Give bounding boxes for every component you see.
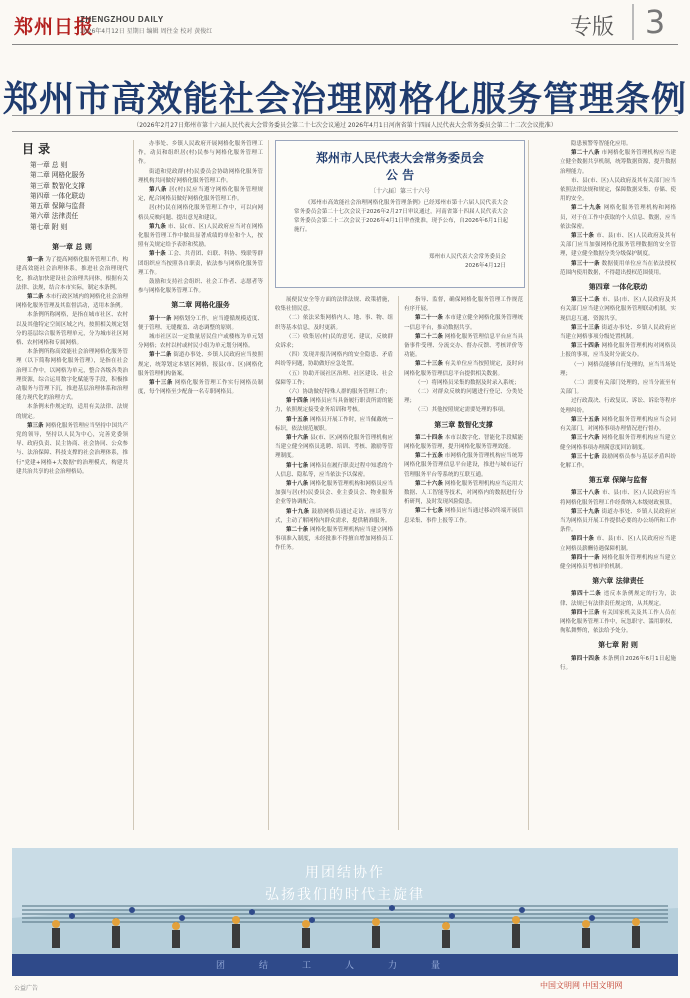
article-text: 网格化服务管理机构应当会同有关部门，对网格事项办理情况进行督办。	[560, 416, 676, 433]
article-paragraph	[404, 333, 523, 361]
article-number: 第四十二条	[571, 591, 602, 598]
article-paragraph	[16, 293, 128, 311]
article-text: 市网格化服务管理机构应当建立健全数据共享机制，统筹数据资源，提升数据治理能力。	[560, 150, 676, 175]
article-paragraph	[560, 554, 676, 572]
page-headline: 郑州市高效能社会治理网格化服务管理条例	[2, 80, 687, 120]
article-number: 第十七条	[286, 462, 309, 469]
article-text: 网格划分工作，应当遵循规模适度、便于管理、无缝覆盖、动态调整的原则。	[138, 315, 263, 331]
toc-item: 第五章 保障与监督	[30, 202, 85, 211]
footer-label: 公益广告	[14, 985, 39, 992]
article-text: 隐患预警等智能化应用。	[571, 141, 632, 147]
article-paragraph	[560, 416, 676, 434]
article-text: 居(村)民应当遵守网格化服务管理规定，配合网格员做好网格化服务管理工作。	[138, 187, 263, 203]
article-text: 本市行政区域内的网格化社会治理网格化服务管理及其监督活动，适用本条例。	[16, 294, 128, 310]
article-paragraph	[16, 403, 128, 421]
headline-subline: （2026年2月27日郑州市第十六届人民代表大会常务委员会第二十七次会议通过 2026年4月1日河南省第十四届人民代表大会常务委员会第二十二次会议批准）	[133, 122, 557, 129]
article-paragraph	[560, 434, 676, 452]
article-paragraph	[404, 388, 523, 406]
masthead	[0, 0, 690, 58]
article-text: 有关国家机关及其工作人员在网格化服务管理工作中，玩忽职守、滥用职权、徇私舞弊的，依法给予处分。	[560, 609, 676, 635]
article-number: 第十八条	[286, 481, 309, 488]
chapter-heading: 第六章 法律责任	[592, 577, 644, 586]
article-text: 网格员应当通过移动终端开展信息采集、事件上报等工作。	[404, 508, 523, 524]
article-paragraph	[275, 526, 393, 554]
article-paragraph	[560, 204, 676, 232]
article-column-6	[560, 140, 676, 673]
article-number: 第三十七条	[571, 453, 600, 460]
article-text: 有关单位应当按照规定，及时向网格化服务管理信息平台提供相关数据。	[404, 361, 523, 377]
article-text: 县(市、区)网格化服务管理机构应当建立健全网格员选聘、培训、考核、激励等管理制度。	[275, 435, 393, 460]
article-paragraph	[138, 223, 263, 251]
article-paragraph	[138, 186, 263, 204]
article-text: 为了提高网格化服务管理工作，构建高效能社会治理体系，推进社会治理现代化，推动加快建设社会治理共同体，根据有关法律、法规，结合本市实际，制定本条例。	[16, 257, 128, 291]
article-number: 第二十四条	[415, 434, 443, 441]
article-text: 本市建立健全网格化服务管理统一信息平台，推动数据共享。	[404, 315, 523, 331]
article-paragraph	[404, 360, 523, 378]
issue-meta: 2026年4月12日 星期日 编辑 周往金 校对 黄俊红	[80, 28, 213, 35]
article-paragraph	[275, 388, 393, 397]
article-text: 网格员在履行职责过程中知悉的个人信息、隐私等，应当依法予以保密。	[275, 462, 393, 478]
article-text: 本条例未作规定的，适用有关法律、法规的规定。	[16, 404, 128, 420]
article-paragraph	[560, 590, 676, 608]
toc-item: 第二章 网格化服务	[30, 171, 85, 180]
article-column-1	[16, 238, 128, 477]
chapter-heading: 第二章 网格化服务	[171, 301, 230, 310]
article-paragraph	[404, 379, 523, 388]
column-divider	[268, 140, 269, 830]
article-column-3	[275, 296, 393, 554]
article-text: 工会、共青团、妇联、科协、残联等群团组织应当按照各自职责，依法参与网格化服务管理工作。	[138, 251, 263, 276]
toc-item: 第六章 法律责任	[30, 212, 79, 221]
article-number: 第二十六条	[415, 480, 443, 487]
chapter-heading: 第五章 保障与监督	[588, 476, 648, 485]
article-number: 第二条	[27, 294, 44, 301]
announcement-signature	[294, 253, 506, 271]
article-paragraph	[275, 416, 393, 434]
article-paragraph	[560, 140, 676, 149]
article-column-2	[138, 140, 263, 397]
article-number: 第二十五条	[415, 453, 443, 460]
article-paragraph	[560, 489, 676, 507]
article-text: （二）需要有关部门处理的，应当分流至有关部门。	[560, 380, 676, 396]
article-text: （一）将网格员采集的数据及时录入系统；	[415, 379, 520, 386]
article-paragraph	[404, 434, 523, 452]
article-paragraph	[560, 361, 676, 379]
article-text: 市、县(市、区)人民政府及其有关部门应当加强网格化服务管理数据的安全管理，建立健全数据分类分级保护制度。	[560, 233, 676, 258]
article-paragraph	[404, 507, 523, 525]
article-number: 第十九条	[286, 508, 310, 515]
article-number: 第一条	[27, 257, 44, 264]
article-paragraph	[560, 508, 676, 536]
article-paragraph	[138, 250, 263, 278]
article-number: 第九条	[149, 223, 166, 230]
article-paragraph	[16, 348, 128, 403]
article-paragraph	[560, 324, 676, 342]
article-number: 第二十三条	[415, 361, 443, 368]
article-text: 网格员开展工作时，应当佩戴统一标识，依法规范履职。	[275, 416, 393, 432]
article-paragraph	[16, 422, 128, 477]
article-paragraph	[138, 379, 263, 397]
article-paragraph	[16, 256, 128, 293]
article-column-4	[404, 296, 523, 526]
article-number: 第三十六条	[571, 435, 600, 442]
article-number: 第二十八条	[571, 150, 600, 157]
article-number: 第四十四条	[571, 655, 601, 662]
banner-slogan: 团结工人力量	[215, 961, 474, 971]
article-text: 市网格化服务管理机构应当统筹网格化服务管理信息平台建设，推进与城市运行管理服务平台等系统的互联互通。	[404, 453, 523, 478]
article-text: （三）收集居(村)民的意见、建议，反映群众诉求；	[275, 333, 393, 350]
article-text: 市、县(市、区)人民政府及其有关部门应当建立网格化服务管理联动机制，实现信息互通、资源共享。	[560, 297, 676, 322]
article-number: 第十六条	[286, 435, 309, 442]
article-text: 本条例自2026年6月1日起施行。	[560, 655, 676, 671]
toc-item: 第四章 一体化联动	[30, 191, 85, 200]
article-text: 网格化服务管理机构应当建立健全网格员考核评价机制。	[560, 554, 676, 570]
column-divider	[528, 140, 529, 830]
article-text: 网格化服务管理机构应当运用大数据、人工智能等技术，对网格内的数据进行分析研判，及时发现风险隐患。	[404, 480, 523, 506]
article-number: 第三十一条	[571, 260, 600, 267]
chapter-heading: 第三章 数智化支撑	[434, 420, 493, 429]
announcement-number: 〔十六届〕第三十六号	[369, 188, 430, 195]
article-number: 第二十九条	[571, 205, 602, 212]
article-text: 违反本条例规定的行为，法律、法规已有法律责任规定的，从其规定。	[560, 591, 676, 607]
article-text: 展便民安全等方面的法律法规、政策措施，收集社情民意。	[275, 297, 393, 313]
article-paragraph	[275, 508, 393, 526]
article-paragraph	[275, 462, 393, 480]
article-paragraph	[560, 379, 676, 397]
article-text: （四）发现并报告网格内的安全隐患、矛盾纠纷等问题，协助做好应急处置。	[275, 352, 393, 368]
toc-title: 目 录	[22, 142, 51, 156]
article-paragraph	[138, 204, 263, 222]
announcement-body: 《郑州市高效能社会治理网格化服务管理条例》已经郑州市第十六届人民代表大会常务委员会第二十七次会议于2026年2月27日审议通过，河南省第十四届人民代表大会常务委员会第二十二次会议于2026年4月1日审查批准，现予公布，自2026年6月1日起施行。	[294, 200, 508, 233]
newspaper-logo: 郑州日报	[14, 16, 95, 38]
article-text: 鼓励网格员通过走访、座谈等方式，主动了解网格内群众需求，提供精准服务。	[275, 508, 393, 524]
headline-rule-bottom	[12, 131, 678, 132]
article-number: 第十四条	[286, 398, 309, 405]
article-text: 网格化服务管理应当坚持中国共产党的领导，坚持以人民为中心，完善党委领导、政府负责、民主协商、社会协同、公众参与、法治保障、科技支撑的社会治理体系，推行"党建+网格+大数据"的治理模式，构建共建共治共享的社会治理格局。	[16, 422, 128, 475]
article-paragraph	[275, 314, 393, 332]
article-text: 鼓励和支持社会组织、社会工作者、志愿者等参与网格化服务管理工作。	[138, 279, 263, 295]
article-paragraph	[560, 655, 676, 673]
article-text: （五）协助开展社区治理、社区建设、社会保障等工作；	[275, 370, 393, 386]
article-text: 网格化服务管理机构应当建立网格事项准入制度，未经批准不得擅自增加网格员工作任务。	[275, 527, 393, 552]
article-number: 第三十九条	[571, 508, 600, 515]
article-number: 第四十一条	[571, 554, 600, 561]
article-text: 市、县(市、区)人民政府及其有关部门应当依照法律法规和规定，保障数据采集、存储、使用的安全。	[560, 177, 676, 203]
article-text: 网格化服务管理机构和网格员应当加强与居(村)民委员会、业主委员会、物业服务企业等协调配合。	[275, 481, 393, 506]
section-label: 专版	[570, 15, 615, 40]
article-text: 市、县(市、区)人民政府应当对在网格化服务管理工作中做出显著成绩的单位和个人，按照有关规定给予表彰和奖励。	[138, 223, 263, 249]
article-number: 第四十三条	[571, 609, 600, 616]
article-paragraph	[275, 480, 393, 508]
article-paragraph	[560, 296, 676, 324]
article-paragraph	[275, 333, 393, 351]
toc-item: 第七章 附 则	[30, 222, 68, 231]
article-paragraph	[275, 397, 393, 415]
article-paragraph	[404, 452, 523, 480]
article-text: （二）依法采集网格内人、地、事、物、组织等基本信息，及时更新。	[275, 315, 393, 331]
article-paragraph	[560, 397, 676, 415]
page-number: 3	[632, 4, 676, 40]
article-text: 网格化服务管理机构和网格员，对于在工作中获取的个人信息、数据，应当依法保密。	[560, 205, 676, 230]
article-number: 第十条	[149, 251, 166, 258]
article-text: 市、县(市、区)人民政府应当建立网格员薪酬待遇保障机制。	[560, 536, 676, 552]
announcement-subtitle: 公 告	[385, 168, 415, 182]
chapter-heading: 第七章 附 则	[598, 641, 638, 650]
public-service-banner	[12, 848, 678, 976]
article-text: 街道办事处、乡镇人民政府应当为网格员开展工作提供必要的办公场所和工作条件。	[560, 508, 676, 534]
column-divider	[133, 140, 134, 830]
article-text: 本条例所称高效能社会治理网格化服务管理（以下简称网格化服务管理），是指在社会治理工作中，以网格为单元，整合各级各类治理资源，综合运用数字化赋能等手段，积极推动服务与管理下沉，推进基层治理体系和治理能力现代化的治理方式。	[16, 349, 128, 402]
chapter-heading: 第四章 一体化联动	[588, 283, 648, 292]
toc-list	[30, 160, 85, 232]
article-paragraph	[560, 535, 676, 553]
article-paragraph	[560, 232, 676, 260]
article-paragraph	[138, 351, 263, 379]
article-text: 办事处、乡镇人民政府开展网格化服务管理工作，动员和组织居(村)民参与网格化服务管理工作。	[138, 141, 263, 166]
article-text: （二）对群众反映的问题进行登记、分类处理；	[404, 389, 523, 405]
article-text: （三）其他按照规定需要处理的事项。	[415, 407, 509, 414]
article-text: 城市社区以一定数量居民住户或楼栋为单元划分网格；农村以村或村民小组为单元划分网格。	[138, 334, 263, 350]
article-text: 网格化服务管理工作实行网格员制度，每个网格至少配备一名专职网格员。	[138, 380, 263, 396]
article-number: 第二十二条	[415, 333, 443, 340]
article-number: 第十五条	[286, 416, 309, 423]
article-paragraph	[275, 370, 393, 388]
announcement-sign-date: 2026年4月12日	[465, 263, 506, 269]
article-number: 第三十三条	[571, 324, 600, 331]
article-paragraph	[560, 177, 676, 205]
banner-title-line-2: 弘扬我们的时代主旋律	[265, 887, 425, 903]
newspaper-logo-en: ZHENGZHOU DAILY	[80, 15, 164, 24]
article-number: 第十二条	[149, 352, 172, 359]
chapter-heading: 第一章 总 则	[52, 243, 92, 251]
article-paragraph	[560, 453, 676, 471]
banner-title-line-1: 用团结协作	[305, 865, 385, 881]
column-divider	[398, 296, 399, 830]
article-paragraph	[404, 480, 523, 508]
article-text: 网格化服务管理机构应当建立健全网格事项办理满意度回访制度。	[560, 435, 676, 451]
article-number: 第二十一条	[415, 315, 443, 322]
article-paragraph	[138, 315, 263, 333]
article-paragraph	[560, 260, 676, 278]
article-text: （一）网格员能够自行处理的，应当当场处理；	[560, 361, 676, 377]
article-paragraph	[560, 609, 676, 637]
article-number: 第三条	[27, 422, 44, 429]
article-paragraph	[138, 278, 263, 296]
article-paragraph	[275, 296, 393, 314]
article-text: 指导、监督，确保网格化服务管理工作规范有序开展。	[404, 297, 523, 313]
article-text: 网格化服务管理机构对网格员上报的事项，应当及时分流交办。	[560, 343, 676, 359]
article-text: 数据使用单位应当在依法授权范围内使用数据，不得超出授权范围使用。	[560, 260, 676, 276]
article-number: 第十三条	[149, 380, 173, 387]
article-number: 第二十条	[286, 527, 309, 534]
article-number: 第三十二条	[571, 297, 600, 304]
announcement-box	[275, 140, 525, 288]
article-text: 鼓励网格员参与基层矛盾纠纷化解工作。	[560, 453, 676, 469]
article-paragraph	[560, 342, 676, 360]
article-number: 第十一条	[149, 315, 172, 322]
article-text: 市、县(市、区)人民政府应当将网格化服务管理工作经费纳入本级财政预算。	[560, 490, 676, 506]
article-number: 第四十条	[571, 536, 595, 543]
article-text: 街道和党政群(村)民委员会协助网格化服务管理机构共同做好网格化服务管理工作。	[138, 168, 263, 184]
announcement-title: 郑州市人民代表大会常务委员会	[315, 151, 484, 165]
article-text: （六）协助做好特殊人群的服务管理工作；	[286, 389, 391, 396]
toc-item: 第三章 数智化支撑	[30, 181, 85, 190]
article-number: 第三十八条	[571, 490, 600, 497]
article-paragraph	[16, 311, 128, 348]
article-paragraph	[275, 434, 393, 462]
article-paragraph	[404, 406, 523, 415]
article-number: 第二十七条	[415, 508, 443, 515]
article-paragraph	[404, 314, 523, 332]
article-number: 第八条	[149, 187, 167, 194]
article-text: 居(村)民在网格化服务管理工作中，可以向网格员反映问题、提出意见和建议。	[138, 205, 263, 221]
footer-credit: 中国文明网 中国文明网	[540, 981, 623, 990]
article-text: 街道办事处、乡镇人民政府应当按照规定，统筹划定本辖区网格，报县(市、区)网格化服务管理机构备案。	[138, 352, 263, 377]
article-text: 本条例所称网格，是指在城市社区、农村以及其他特定空间区域之内，按照相关规定划分的基层综合服务管理单元，分为城市社区网格、农村网格和专属网格。	[16, 312, 128, 347]
masthead-divider	[12, 44, 678, 45]
article-paragraph	[138, 168, 263, 186]
article-text: 街道办事处、乡镇人民政府应当建立网格事项分级处置机制。	[560, 324, 676, 341]
headline-rule-top	[12, 115, 678, 116]
announcement-sign-org: 郑州市人民代表大会常务委员会	[428, 254, 506, 260]
article-number: 第三十五条	[571, 416, 600, 423]
toc-item: 第一章 总 则	[30, 161, 68, 169]
article-text: 网格化服务管理信息平台应当具备事件受理、分流交办、督办反馈、考核评价等功能。	[404, 333, 523, 359]
article-paragraph	[138, 333, 263, 351]
article-number: 第三十四条	[571, 343, 600, 350]
article-text: 过行政裁决、行政复议、诉讼、诉讼等程序处理纠纷。	[560, 398, 676, 414]
article-text: 本市以数字化、智能化手段赋能网格化服务管理，提升网格化服务管理效能。	[404, 434, 523, 451]
article-paragraph	[275, 351, 393, 369]
article-paragraph	[404, 296, 523, 314]
article-text: 网格员应当具备履行职责所需的能力，依照规定接受业务培训和考核。	[275, 398, 393, 414]
article-number: 第三十条	[571, 233, 595, 240]
article-paragraph	[560, 149, 676, 177]
article-paragraph	[138, 140, 263, 168]
